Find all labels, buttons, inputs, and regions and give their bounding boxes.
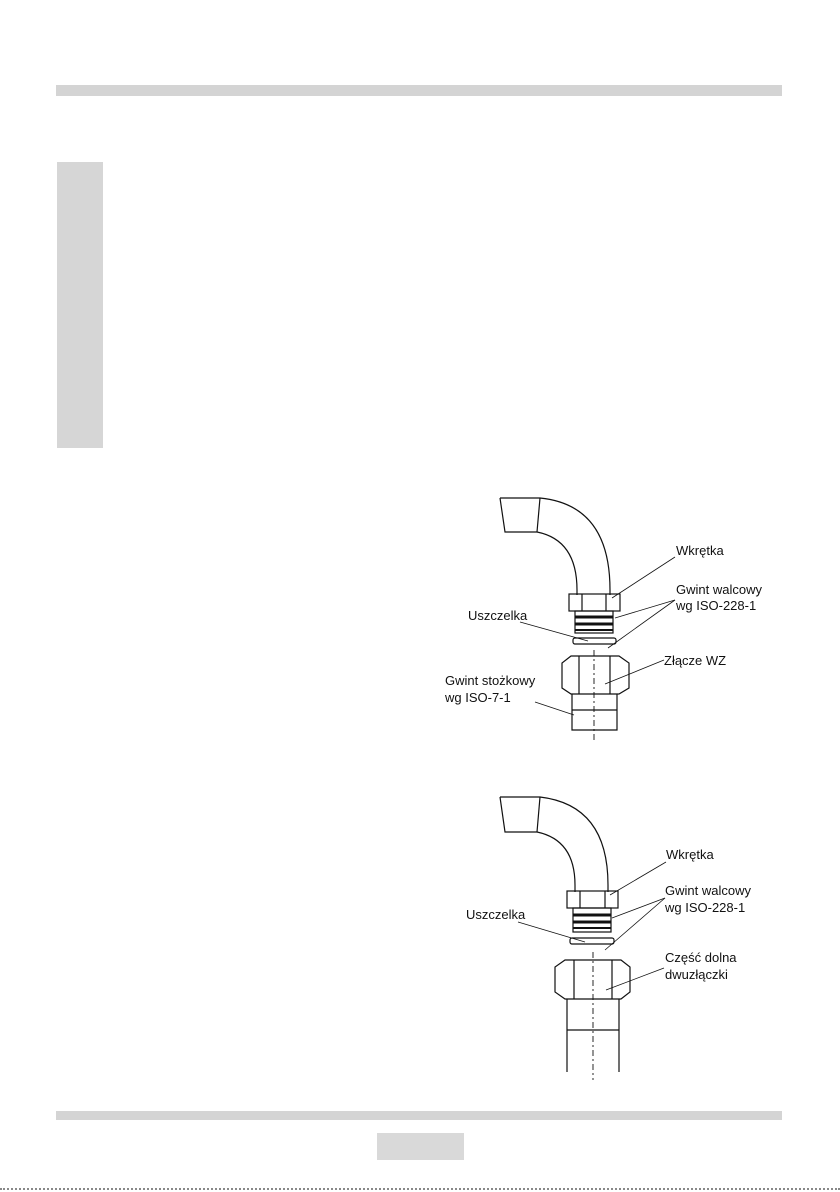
fig2-screw-label: Wkrętka	[666, 847, 714, 862]
fig2-gasket-label: Uszczelka	[466, 907, 526, 922]
fig1-thread-parallel-label-1: Gwint walcowy	[676, 582, 762, 597]
pipe-2	[500, 797, 608, 892]
fig2-lower-part-label-1: Część dolna	[665, 950, 737, 965]
fig1-gasket-label: Uszczelka	[468, 608, 528, 623]
gasket-2	[570, 938, 614, 944]
fig1-thread-parallel-label-2: wg ISO-228-1	[676, 598, 757, 613]
fig2-thread-parallel-label-1: Gwint walcowy	[665, 883, 751, 898]
fig1-connector-label: Złącze WZ	[664, 653, 727, 668]
fig1-thread-taper-label-1: Gwint stożkowy	[445, 673, 536, 688]
fig2-thread-parallel-label-2: wg ISO-228-1	[665, 900, 746, 915]
fig2-lower-part-label-2: dwuzłączki	[665, 967, 728, 982]
screw-nut-2	[567, 891, 618, 908]
fig1-thread-taper-label-2: wg ISO-7-1	[445, 690, 511, 705]
lower-part-nut	[555, 960, 630, 999]
bottom-dotted-border	[0, 1188, 840, 1190]
page-number-box	[377, 1133, 464, 1160]
bottom-rule	[56, 1111, 782, 1120]
fig1-screw-label: Wkrętka	[676, 543, 724, 558]
